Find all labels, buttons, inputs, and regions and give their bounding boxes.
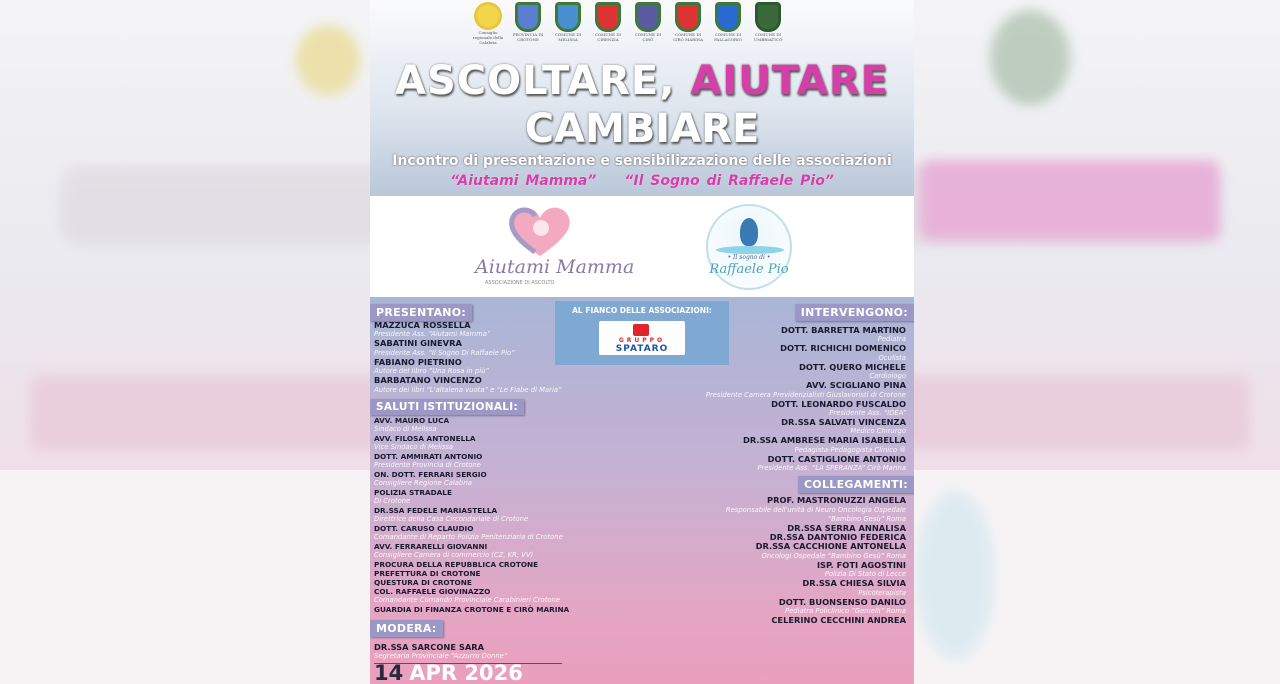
person-name: DOTT. BUONSENSO DANILO bbox=[778, 596, 906, 607]
poster-body bbox=[370, 297, 914, 684]
collegamenti-list bbox=[694, 496, 914, 625]
person-name: DR.SSA CACCHIONE ANTONELLA bbox=[755, 541, 906, 552]
baby-icon bbox=[740, 218, 758, 246]
event-poster bbox=[370, 0, 914, 684]
blurred-crest-left bbox=[296, 25, 360, 95]
person-role: Autore dei libri “L'altalena vuota” e “Le Fiabe di Maria” bbox=[374, 385, 562, 394]
title-ascoltare: ASCOLTARE, bbox=[395, 58, 676, 104]
person-role: Presidente Ass. “IDEA” bbox=[829, 409, 906, 418]
event-month-year: APR 2026 bbox=[409, 661, 523, 684]
person-name: SABATINI GINEVRA bbox=[374, 338, 462, 349]
person-name: COL. RAFFAELE GIOVINAZZO bbox=[374, 586, 491, 596]
poster-header bbox=[370, 0, 914, 196]
blurred-crest-right bbox=[990, 10, 1070, 105]
coat-of-arms-icon bbox=[715, 2, 741, 32]
person-name: DOTT. BARRETTA MARTINO bbox=[780, 325, 906, 335]
crest-label: PROVINCIA DI CROTONE bbox=[512, 32, 544, 42]
person-name: BARBATANO VINCENZO bbox=[374, 375, 482, 386]
blurred-logo-right bbox=[915, 490, 995, 660]
person-role: Presidente Ass. “LA SPERANZA” Cirò Marina bbox=[757, 464, 906, 473]
crest-label: COMUNE DI MELISSA bbox=[554, 32, 582, 42]
poster-title-line1 bbox=[370, 58, 914, 104]
blurred-pink-title bbox=[920, 160, 1220, 240]
crest bbox=[470, 2, 506, 45]
person-name: DR.SSA FEDELE MARIASTELLA bbox=[374, 505, 498, 515]
crest-label: COMUNE DI CIRENZIA bbox=[594, 32, 622, 42]
poster-title-line2: CAMBIARE bbox=[524, 106, 760, 152]
coat-of-arms-icon bbox=[755, 2, 781, 32]
person-name: GUARDIA DI FINANZA CROTONE E CIRÒ MARINA bbox=[374, 604, 570, 614]
person-name: MAZZUCA ROSSELLA bbox=[374, 320, 471, 330]
association-logos bbox=[370, 196, 914, 297]
person-name: DR.SSA SERRA ANNALISA bbox=[787, 522, 906, 533]
crest bbox=[590, 2, 626, 45]
person-name: PREFETTURA DI CROTONE bbox=[374, 568, 481, 578]
person-name: AVV. FILOSA ANTONELLA bbox=[374, 433, 476, 443]
sponsor-title: AL FIANCO DELLE ASSOCIAZIONI: bbox=[572, 306, 712, 315]
raffaele-logo-bottom: Raffaele Pio bbox=[709, 262, 789, 277]
person-role: Direttrice della Casa Circondariale di Crotone bbox=[374, 514, 529, 523]
crest bbox=[630, 2, 666, 45]
assoc-raffaele: “Il Sogno di Raffaele Pio” bbox=[624, 173, 834, 189]
person-role: Presidente Ass. “Aiutami Mamma” bbox=[374, 330, 491, 339]
crest-label: COMUNE DI PALLAGORIO bbox=[714, 32, 742, 42]
person-name: PROF. MASTRONUZZI ANGELA bbox=[766, 495, 906, 506]
person-name: DOTT. RICHICHI DOMENICO bbox=[780, 343, 906, 354]
person-name: DOTT. CASTIGLIONE ANTONIO bbox=[767, 453, 906, 464]
crest bbox=[510, 2, 546, 45]
person-role: Psicoterapista bbox=[858, 588, 906, 597]
person-role: Autore del libro “Una Rosa in più” bbox=[374, 367, 489, 376]
person-role: Pedagista-Pedagogista Clinico ® bbox=[794, 445, 906, 454]
modera-label: MODERA: bbox=[370, 620, 443, 637]
person-role: Medico Chirurgo bbox=[850, 427, 906, 436]
crests-row bbox=[470, 2, 786, 45]
raffaele-pio-logo bbox=[706, 204, 792, 290]
coat-of-arms-icon bbox=[675, 2, 701, 32]
crest-label: COMUNE DI CIRÒ MARINA bbox=[672, 32, 704, 42]
person-role: Comandante di Reparto Polizia Penitenziaria di Crotone bbox=[374, 532, 563, 541]
person-name: DOTT. LEONARDO FUSCALDO bbox=[771, 398, 906, 409]
coat-of-arms-icon bbox=[515, 2, 541, 32]
person-role: Responsabile dell'unità di Neuro Oncologia Ospedale “Bambino Gesù” Roma bbox=[725, 505, 906, 523]
person-name: DR.SSA DANTONIO FEDERICA bbox=[769, 532, 906, 543]
poster-subtitle: Incontro di presentazione e sensibilizzazione delle associazioni bbox=[392, 153, 892, 169]
right-column bbox=[694, 301, 914, 626]
aiutami-mamma-logo-text: Aiutami Mamma bbox=[475, 256, 635, 278]
person-role: Consigliere Camera di commercio (CZ, KR, VV) bbox=[374, 550, 534, 559]
person-role: Pediatra bbox=[877, 335, 906, 344]
crest bbox=[670, 2, 706, 45]
heart-logo-icon bbox=[505, 204, 575, 259]
wave-icon bbox=[716, 246, 784, 254]
crest bbox=[550, 2, 586, 45]
person-name: ISP. FOTI AGOSTINI bbox=[816, 559, 906, 570]
sponsor-line1: GRUPPO bbox=[618, 337, 666, 344]
person-role: Pediatra Policlinico “Gemelli” Roma bbox=[784, 607, 906, 616]
person-role: Consigliere Regione Calabria bbox=[374, 478, 473, 487]
person-role: Cardiologo bbox=[869, 372, 906, 381]
coat-of-arms-icon bbox=[635, 2, 661, 32]
collegamenti-label: COLLEGAMENTI: bbox=[798, 476, 914, 493]
person-name: AVV. MAURO LUCA bbox=[374, 415, 450, 425]
person-name: DR.SSA AMBRESE MARIA ISABELLA bbox=[743, 435, 906, 446]
sponsor-line2: SPATARO bbox=[615, 344, 669, 354]
coat-of-arms-icon bbox=[555, 2, 581, 32]
person-role: Presidente Provincia di Crotone bbox=[374, 460, 481, 469]
crest bbox=[750, 2, 786, 45]
coat-of-arms-icon bbox=[595, 2, 621, 32]
event-date bbox=[374, 661, 523, 684]
person-name: POLIZIA STRADALE bbox=[374, 487, 452, 497]
saluti-list bbox=[370, 416, 610, 614]
associations-names bbox=[370, 173, 914, 189]
coat-of-arms-icon bbox=[474, 2, 502, 30]
person-name: AVV. FERRARELLI GIOVANNI bbox=[374, 541, 488, 551]
person-name: DOTT. CARUSO CLAUDIO bbox=[374, 523, 474, 533]
person-name: ON. DOTT. FERRARI SERGIO bbox=[374, 469, 487, 479]
person-name: AVV. SCIGLIANO PINA bbox=[806, 380, 906, 391]
person-role: Oculista bbox=[878, 353, 906, 362]
person-name: CELERINO CECCHINI ANDREA bbox=[771, 615, 906, 626]
person-role: Di Crotone bbox=[374, 496, 411, 505]
person-name: DR.SSA CHIESA SILVIA bbox=[802, 578, 906, 589]
person-role: Vice Sindaco di Melissa bbox=[374, 442, 454, 451]
person-role: Presidente Ass. “Il Sogno Di Raffaele Pio” bbox=[374, 348, 515, 357]
intervengono-list bbox=[694, 326, 914, 473]
assoc-aiutami: “Aiutami Mamma” bbox=[450, 173, 597, 189]
person-role: Polizia Di Stato di Lecce bbox=[824, 570, 906, 579]
person-role: Oncologi Ospedale “Bambino Gesù” Roma bbox=[761, 551, 906, 560]
spataro-g-icon bbox=[633, 324, 649, 336]
person-role: Sindaco di Melissa bbox=[374, 424, 437, 433]
title-aiutare: AIUTARE bbox=[690, 58, 889, 104]
crest-label: COMUNE DI CIRÒ bbox=[634, 32, 662, 42]
crest-label: COMUNE DI UMBRIATICO bbox=[753, 32, 783, 42]
event-day: 14 bbox=[374, 661, 404, 684]
moderator-name: DR.SSA SARCONE SARA bbox=[374, 641, 485, 652]
intervengono-label: INTERVENGONO: bbox=[795, 304, 914, 321]
presentano-label: PRESENTANO: bbox=[370, 304, 472, 321]
aiutami-mamma-logo-sub: ASSOCIAZIONE DI ASCOLTO bbox=[485, 280, 555, 286]
gruppo-spataro-logo bbox=[599, 321, 685, 355]
saluti-label: SALUTI ISTITUZIONALI: bbox=[370, 399, 524, 415]
person-role: Presidente Camera Previdenzialisti Giuslavoristi di Crotone bbox=[705, 390, 906, 399]
person-name: PROCURA DELLA REPUBBLICA CROTONE bbox=[374, 559, 539, 569]
raffaele-logo-top: • Il sogno di • bbox=[727, 254, 771, 261]
person-name: DOTT. QUERO MICHELE bbox=[798, 361, 906, 372]
person-name: FABIANO PIETRINO bbox=[374, 356, 462, 367]
person-role: Comandante Comando Provinciale Carabinieri Crotone bbox=[374, 595, 561, 604]
person-name: QUESTURA DI CROTONE bbox=[374, 577, 472, 587]
crest bbox=[710, 2, 746, 45]
moderator-role: Segretaria Provinciale “Azzurro Donne” bbox=[374, 652, 508, 661]
crest-label: Consiglio regionale della Calabria bbox=[472, 30, 504, 45]
person-name: DR.SSA SALVATI VINCENZA bbox=[781, 417, 906, 428]
person-name: DOTT. AMMIRATI ANTONIO bbox=[374, 451, 483, 461]
